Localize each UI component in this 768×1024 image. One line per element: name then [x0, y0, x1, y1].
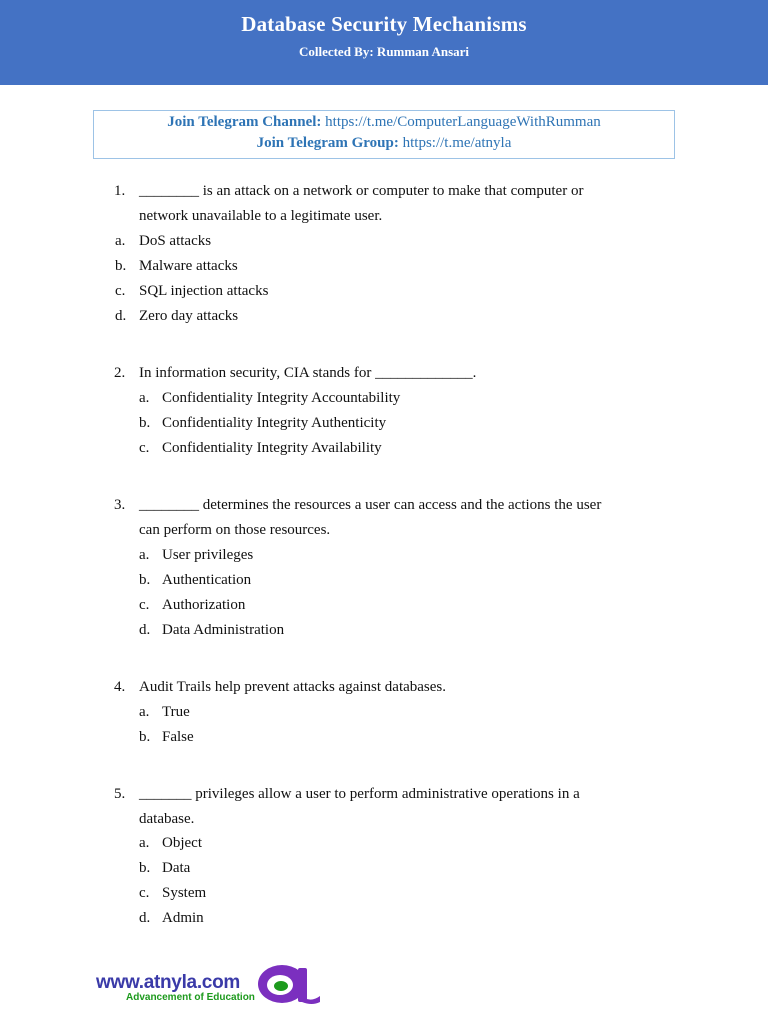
- option-text: False: [162, 729, 194, 745]
- option-text: SQL injection attacks: [139, 283, 269, 299]
- document-header: [0, 0, 768, 85]
- option-text: Object: [162, 835, 202, 851]
- document-title: Database Security Mechanisms: [241, 12, 527, 36]
- document-subtitle: Collected By: Rumman Ansari: [298, 44, 470, 59]
- option-letter: a.: [139, 547, 150, 563]
- option-letter: a.: [115, 233, 126, 249]
- question-number: 1.: [114, 183, 126, 199]
- option-letter: a.: [139, 704, 150, 720]
- telegram-group-link[interactable]: https://t.me/atnyla: [402, 135, 512, 151]
- question-text: In information security, CIA stands for _____________.: [139, 365, 477, 381]
- option-letter: c.: [115, 283, 126, 299]
- option-text: Data Administration: [162, 622, 285, 638]
- question-number: 2.: [114, 365, 126, 381]
- option-letter: b.: [139, 860, 151, 876]
- question-text: database.: [139, 811, 195, 827]
- option-letter: a.: [139, 390, 150, 406]
- option-letter: c.: [139, 885, 150, 901]
- option-text: Authorization: [162, 597, 246, 613]
- option-text: Data: [162, 860, 191, 876]
- option-text: Authentication: [162, 572, 252, 588]
- question-text: ________ is an attack on a network or computer to make that computer or: [139, 183, 584, 199]
- telegram-info-box: [93, 110, 675, 159]
- question-text: Audit Trails help prevent attacks against databases.: [139, 679, 447, 695]
- option-text: User privileges: [162, 547, 254, 563]
- telegram-group-line: [94, 133, 674, 154]
- question-number: 3.: [114, 497, 126, 513]
- telegram-channel-link[interactable]: https://t.me/ComputerLanguageWithRumman: [325, 114, 601, 130]
- option-text: System: [162, 885, 207, 901]
- option-letter: a.: [139, 835, 150, 851]
- question-number: 4.: [114, 679, 126, 695]
- option-letter: b.: [139, 729, 151, 745]
- question-text: network unavailable to a legitimate user.: [139, 208, 383, 224]
- option-text: DoS attacks: [139, 233, 212, 249]
- atnyla-a-icon: [254, 958, 324, 1006]
- option-text: Confidentiality Integrity Accountability: [162, 390, 401, 406]
- question-number: 5.: [114, 786, 126, 802]
- logo-website-text: www.atnyla.com: [96, 972, 240, 993]
- atnyla-logo[interactable]: [96, 958, 332, 1008]
- option-text: Malware attacks: [139, 258, 238, 274]
- option-letter: b.: [139, 572, 151, 588]
- option-text: True: [162, 704, 190, 720]
- option-letter: d.: [139, 910, 151, 926]
- question-text: _______ privileges allow a user to perform administrative operations in a: [139, 786, 580, 802]
- telegram-channel-label: Join Telegram Channel:: [167, 114, 322, 130]
- option-text: Confidentiality Integrity Availability: [162, 440, 382, 456]
- telegram-channel-line: [94, 112, 674, 133]
- telegram-group-label: Join Telegram Group:: [256, 135, 399, 151]
- option-text: Confidentiality Integrity Authenticity: [162, 415, 387, 431]
- logo-tagline: Advancement of Education: [126, 992, 255, 1003]
- option-letter: c.: [139, 597, 150, 613]
- option-letter: d.: [139, 622, 151, 638]
- option-letter: d.: [115, 308, 127, 324]
- option-letter: b.: [139, 415, 151, 431]
- option-letter: b.: [115, 258, 127, 274]
- option-letter: c.: [139, 440, 150, 456]
- question-text: can perform on those resources.: [139, 522, 331, 538]
- option-text: Admin: [162, 910, 204, 926]
- question-text: ________ determines the resources a user can access and the actions the user: [139, 497, 602, 513]
- option-text: Zero day attacks: [139, 308, 239, 324]
